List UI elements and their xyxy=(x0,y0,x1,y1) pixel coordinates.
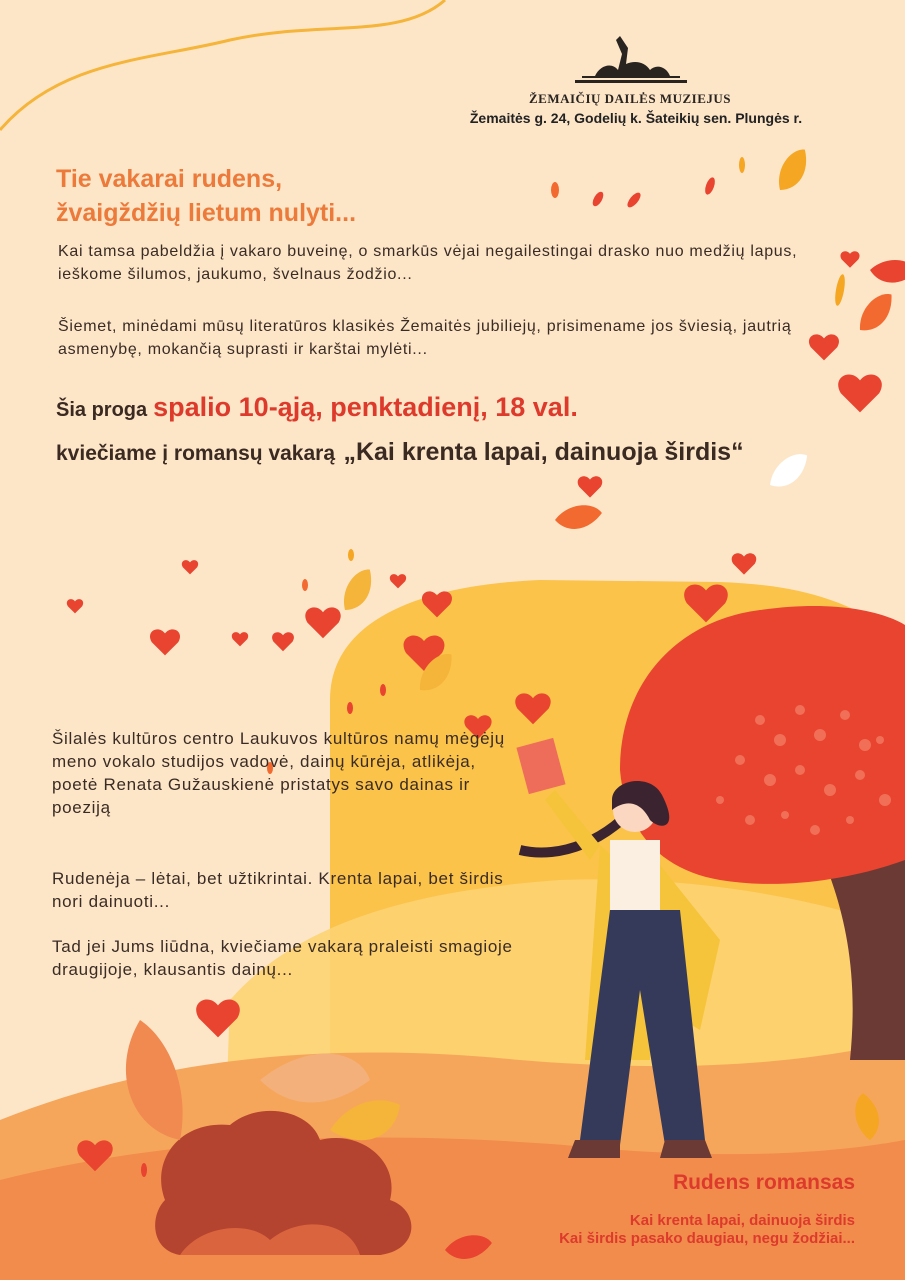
closing-text: Tad jei Jums liūdna, kviečiame vakarą praleisti smagioje draugijoje, klausantis dainų... xyxy=(52,937,513,979)
poem-title xyxy=(56,162,356,230)
museum-logo-icon xyxy=(575,36,687,83)
event-title: „Kai krenta lapai, dainuoja širdis“ xyxy=(343,438,744,466)
presenter-text: Šilalės kultūros centro Laukuvos kultūros namų mėgėjų meno vokalo studijos vadovė, dainų kūrėja, atlikėja, poetė Renata Gužauskienė pristatys savo dainas ir poeziją xyxy=(52,729,505,817)
event-date: spalio 10-ąją, penktadienį, 18 val. xyxy=(153,392,578,422)
intro-paragraph-1: Kai tamsa pabeldžia į vakaro buveinę, o smarkūs vėjai negailestingai drasko nuo medžių lapus, ieškome šilumos, jaukumo, švelnaus žodžio... xyxy=(58,243,798,283)
footer-title: Rudens romansas xyxy=(672,1171,855,1194)
footer-line-2: Kai širdis pasako daugiau, negu žodžiai... xyxy=(559,1230,855,1247)
invite-date-line xyxy=(56,392,578,423)
intro-paragraph-2: Šiemet, minėdami mūsų literatūros klasikės Žemaitės jubiliejų, prisimename jos šviesią, jautrią asmenybę, mokančią suprasti ir karštai mylėti... xyxy=(58,318,792,358)
invite-lead: Šia proga xyxy=(56,399,148,421)
title-line-2: žvaigždžių lietum nulyti... xyxy=(56,199,357,227)
invite-text: kviečiame į romansų vakarą xyxy=(56,442,336,465)
footer-line-1: Kai krenta lapai, dainuoja širdis xyxy=(629,1212,855,1229)
mood-text: Rudenėja – lėtai, bet užtikrintai. Krenta lapai, bet širdis nori dainuoti... xyxy=(52,869,504,911)
title-line-1: Tie vakarai rudens, xyxy=(56,165,283,193)
museum-address: Žemaitės g. 24, Godelių k. Šateikių sen. Plungės r. xyxy=(469,110,803,126)
invite-event-line xyxy=(56,438,744,467)
museum-name: ŽEMAIČIŲ DAILĖS MUZIEJUS xyxy=(529,91,731,106)
ground-front xyxy=(0,1138,905,1280)
decorative-curve xyxy=(0,0,445,130)
